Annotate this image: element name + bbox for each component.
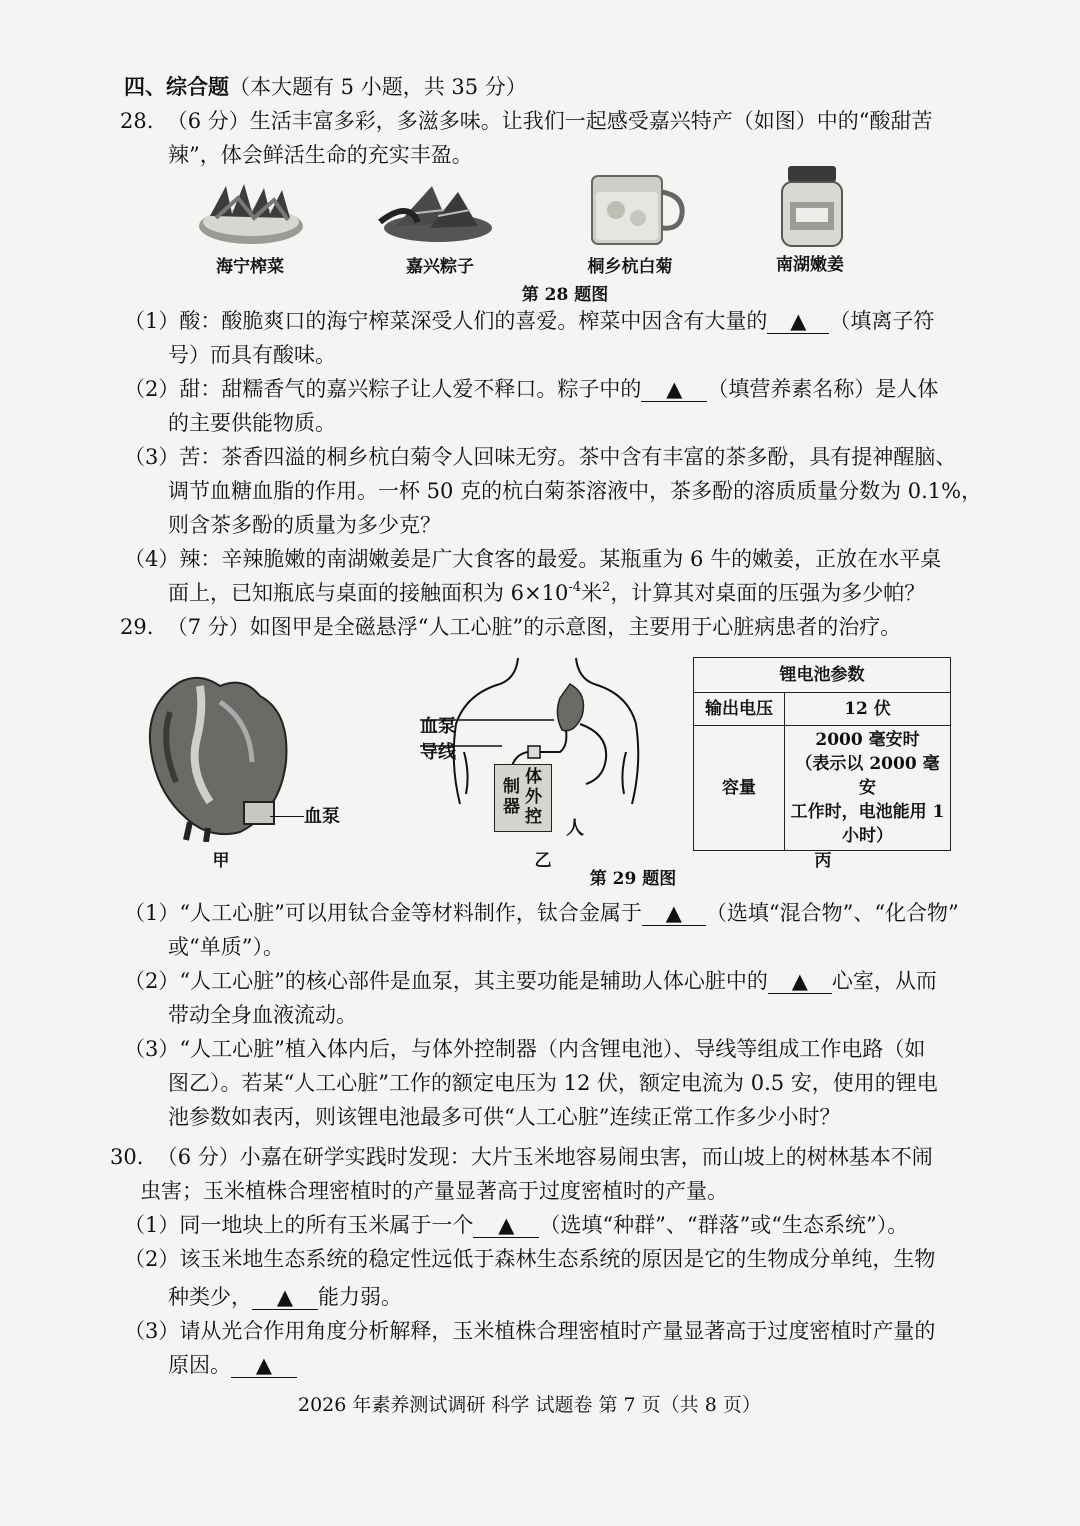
food-label-tongxiang: 桐乡杭白菊 xyxy=(587,257,673,277)
battery-table-title: 锂电池参数 xyxy=(694,658,951,693)
q30-part2-line2: 种类少， ▲ 能力弱。 xyxy=(168,1285,402,1309)
q30-part2-line1: （2）该玉米地生态系统的稳定性远低于森林生态系统的原因是它的生物成分单纯，生物 xyxy=(124,1247,936,1271)
q28-intro-line1: 28. （6 分）生活丰富多彩，多滋多味。让我们一起感受嘉兴特产（如图）中的“酸甜苦 xyxy=(120,109,933,133)
section-note: （本大题有 5 小题，共 35 分） xyxy=(229,75,527,99)
q28-part3-line2: 调节血糖血脂的作用。一杯 50 克的杭白菊茶溶液中，茶多酚的溶质质量分数为 0.1%， xyxy=(168,479,983,503)
q30-intro-line2: 虫害；玉米植株合理密植时的产量显著高于过度密植时的产量。 xyxy=(140,1179,728,1203)
zongzi-image xyxy=(378,180,496,246)
sub-caption-bing: 丙 xyxy=(814,851,832,871)
battery-parameter-table xyxy=(693,657,951,851)
ginger-jar-image xyxy=(776,164,848,250)
battery-voltage-key: 输出电压 xyxy=(694,693,785,726)
answer-blank[interactable]: ▲ xyxy=(642,901,706,926)
q29-part1-line2: 或“单质”）。 xyxy=(168,935,284,959)
q29-part3-line1: （3）“人工心脏”植入体内后，与体外控制器（内含锂电池）、导线等组成工作电路（如 xyxy=(124,1037,926,1061)
q29-part3-line3: 池参数如表丙，则该锂电池最多可供“人工心脏”连续正常工作多少小时？ xyxy=(168,1105,841,1129)
food-label-jiaxing: 嘉兴粽子 xyxy=(406,257,474,277)
q29-part2-line2: 带动全身血液流动。 xyxy=(168,1003,357,1027)
battery-capacity-key: 容量 xyxy=(694,726,785,851)
q28-part1-line1: （1）酸：酸脆爽口的海宁榨菜深受人们的喜爱。榨菜中因含有大量的 ▲ （填离子符 xyxy=(124,309,935,333)
answer-blank[interactable]: ▲ xyxy=(641,377,707,402)
food-label-nanhu: 南湖嫩姜 xyxy=(776,255,844,275)
q29-figure-caption: 第 29 题图 xyxy=(589,869,677,889)
section-header xyxy=(124,72,527,102)
sub-caption-yi: 乙 xyxy=(534,851,552,871)
q28-part4-line1: （4）辣：辛辣脆嫩的南湖嫩姜是广大食客的最爱。某瓶重为 6 牛的嫩姜，正放在水平桌 xyxy=(124,547,942,571)
q28-number: 28. xyxy=(120,109,154,133)
q30-intro-line1: 30. （6 分）小嘉在研学实践时发现：大片玉米地容易闹虫害，而山坡上的树林基本不闹 xyxy=(110,1145,933,1169)
label-blood-pump-jia: 血泵 xyxy=(304,806,340,827)
q28-part2-line2: 的主要供能物质。 xyxy=(168,411,336,435)
answer-blank[interactable]: ▲ xyxy=(473,1213,539,1238)
answer-blank[interactable]: ▲ xyxy=(252,1285,318,1310)
q29-number: 29. xyxy=(120,615,154,639)
external-controller: 体 外 控 制 器 xyxy=(494,764,552,832)
q30-part1: （1）同一地块上的所有玉米属于一个 ▲ （选填“种群”、“群落”或“生态系统”）。 xyxy=(124,1213,909,1237)
q28-part3-line3: 则含茶多酚的质量为多少克？ xyxy=(168,513,441,537)
q28-figure-caption: 第 28 题图 xyxy=(521,285,609,305)
label-blood-pump-yi: 血泵 xyxy=(420,716,456,737)
q29-part3-line2: 图乙）。若某“人工心脏”工作的额定电压为 12 伏，额定电流为 0.5 安，使用的锂电 xyxy=(168,1071,938,1095)
q28-part2-line1: （2）甜：甜糯香气的嘉兴粽子让人爱不释口。粽子中的 ▲ （填营养素名称）是人体 xyxy=(124,377,939,401)
food-label-haining: 海宁榨菜 xyxy=(216,257,284,277)
section-title: 四、综合题 xyxy=(124,74,229,99)
pointer-line xyxy=(270,816,304,817)
q28-intro-line2: 辣”，体会鲜活生命的充实丰盈。 xyxy=(168,143,473,167)
answer-blank[interactable]: ▲ xyxy=(768,969,832,994)
page-footer: 2026 年素养测试调研 科学 试题卷 第 7 页（共 8 页） xyxy=(298,1394,761,1416)
battery-capacity-value: 2000 毫安时 （表示以 2000 毫安 工作时，电池能用 1 小时） xyxy=(785,726,951,851)
battery-voltage-value: 12 伏 xyxy=(785,693,951,726)
q30-part3-line2: 原因。 ▲ xyxy=(168,1350,297,1380)
q30-number: 30. xyxy=(110,1145,144,1169)
label-wire: 导线 xyxy=(420,742,456,763)
q30-part3-line1: （3）请从光合作用角度分析解释，玉米植株合理密植时产量显著高于过度密植时产量的 xyxy=(124,1319,936,1343)
q29-part1-line1: （1）“人工心脏”可以用钛合金等材料制作，钛合金属于 ▲ （选填“混合物”、“化合物” xyxy=(124,901,959,925)
q29-intro: 29. （7 分）如图甲是全磁悬浮“人工心脏”的示意图，主要用于心脏病患者的治疗。 xyxy=(120,615,902,639)
q28-part3-line1: （3）苦：茶香四溢的桐乡杭白菊令人回味无穷。茶中含有丰富的茶多酚，具有提神醒脑、 xyxy=(124,445,957,469)
answer-blank[interactable]: ▲ xyxy=(767,309,829,334)
answer-blank[interactable]: ▲ xyxy=(231,1353,297,1378)
sub-caption-jia: 甲 xyxy=(212,851,230,871)
q29-part2-line1: （2）“人工心脏”的核心部件是血泵，其主要功能是辅助人体心脏中的 ▲ 心室，从而 xyxy=(124,969,937,993)
body-label: 人 xyxy=(566,818,584,839)
chrysanthemum-tea-image xyxy=(586,170,686,248)
q28-part1-line2: 号）而具有酸味。 xyxy=(168,343,336,367)
pickled-mustard-image xyxy=(196,176,306,248)
q28-part4-line2: 面上，已知瓶底与桌面的接触面积为 $6\times 10^{-4}$米$^2$，计算其对桌面的压强为多少帕？ xyxy=(168,580,926,605)
